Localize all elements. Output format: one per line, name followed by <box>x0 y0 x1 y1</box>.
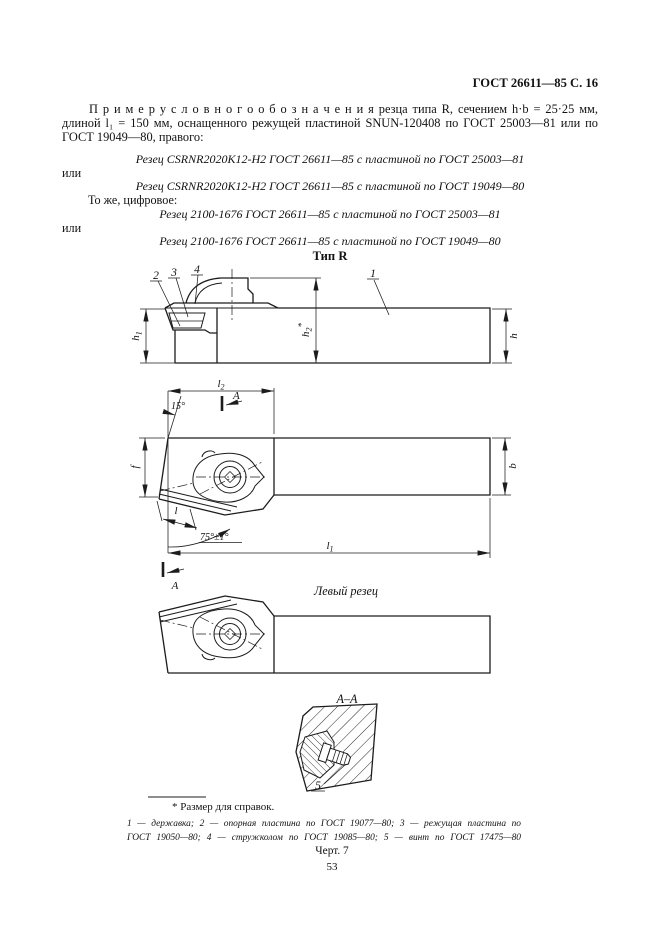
dim-label-h: h <box>508 333 520 339</box>
page-header: ГОСТ 26611—85 С. 16 <box>472 76 598 90</box>
dimension-f <box>129 438 165 497</box>
dimension-l <box>157 501 197 530</box>
dimension-angle75 <box>168 529 242 547</box>
shank-outline <box>175 308 490 363</box>
dim-label-75deg: 75°±1° <box>200 532 229 543</box>
intro-line-2: длиной l₁ = 150 мм, оснащенного режущей пластиной SNUN-120408 по ГОСТ 25003—81 или по <box>62 116 598 130</box>
dimension-l1 <box>168 498 490 558</box>
page-number: 53 <box>326 861 338 873</box>
clamp-body-outline-left <box>193 609 264 658</box>
head-lower-contour <box>165 308 217 363</box>
parts-legend-line-2: ГОСТ 19050—80; 4 — стружколом по ГОСТ 19085—80; 5 — винт по ГОСТ 17475—80 <box>127 833 521 843</box>
dim-label-15deg: 15° <box>171 401 185 412</box>
part-number-5: 5 <box>315 780 321 792</box>
section-arrow-a-right <box>222 390 242 411</box>
figure-caption: Черт. 7 <box>315 845 349 857</box>
dimension-h <box>492 309 520 363</box>
designation-example-2: Резец CSRNR2020K12-H2 ГОСТ 26611—85 с пластиной по ГОСТ 19049—80 <box>135 179 525 193</box>
or-word-1: или <box>62 166 82 180</box>
clamp-bump <box>202 451 215 457</box>
plan-view-right-drawing <box>129 378 519 558</box>
dim-label-h2: $h_2^*$ <box>296 323 314 337</box>
dimension-b <box>492 438 519 495</box>
section-arrow-label-a-left: А <box>171 580 179 592</box>
intro-line-1: П р и м е р у с л о в н о г о о б о з н а ч е н и я резца типа R, сечением h·b = 25·25 мм, <box>89 102 598 116</box>
left-cutter-title: Левый резец <box>314 584 378 598</box>
reference-dimension-note: * Размер для справок. <box>172 801 275 813</box>
part-number-1: 1 <box>370 268 376 280</box>
dim-label-f: f <box>129 465 141 469</box>
dim-label-l: l <box>174 505 178 517</box>
left-cutter-drawing <box>159 562 490 673</box>
dimension-h1 <box>130 309 176 363</box>
dim-label-l1: $l_1$ <box>326 540 334 554</box>
dim-label-b: b <box>507 463 519 469</box>
section-aa-drawing <box>296 704 377 792</box>
section-aa-title: А–А <box>336 692 358 706</box>
clamp-bump-left <box>202 654 215 660</box>
head-top-plate <box>165 303 278 308</box>
dim-label-l2: $l_2$ <box>217 378 225 392</box>
designation-example-1: Резец CSRNR2020K12-H2 ГОСТ 26611—85 с пластиной по ГОСТ 25003—81 <box>135 152 525 166</box>
part-number-2: 2 <box>153 270 159 282</box>
intro-line-3: ГОСТ 19049—80, правого: <box>62 130 204 144</box>
clamp-body-outline <box>193 453 264 502</box>
same-digital-label: То же, цифровое: <box>88 193 178 207</box>
body-outline <box>168 438 490 495</box>
dim-label-h1: $h_1$ <box>130 331 144 341</box>
designation-example-4: Резец 2100-1676 ГОСТ 26611—85 с пластиной по ГОСТ 19049—80 <box>159 234 501 248</box>
section-arrow-label-a: А <box>233 390 240 402</box>
leader-lines <box>158 275 389 326</box>
part-number-4: 4 <box>194 264 200 276</box>
body-outline-left <box>168 616 490 673</box>
or-word-2: или <box>62 221 82 235</box>
parts-legend-line-1: 1 — державка; 2 — опорная пластина по ГОСТ 19077—80; 3 — режущая пластина по <box>127 819 521 829</box>
figure-type-title: Тип R <box>312 249 348 263</box>
section-arrow-a-left <box>163 562 184 592</box>
part-number-3: 3 <box>171 267 177 279</box>
dimension-angle15 <box>168 396 185 438</box>
dimension-h2 <box>250 278 321 363</box>
clamp-arc-inner <box>195 283 222 303</box>
side-view-drawing <box>130 264 520 363</box>
designation-example-3: Резец 2100-1676 ГОСТ 26611—85 с пластиной по ГОСТ 25003—81 <box>159 207 501 221</box>
